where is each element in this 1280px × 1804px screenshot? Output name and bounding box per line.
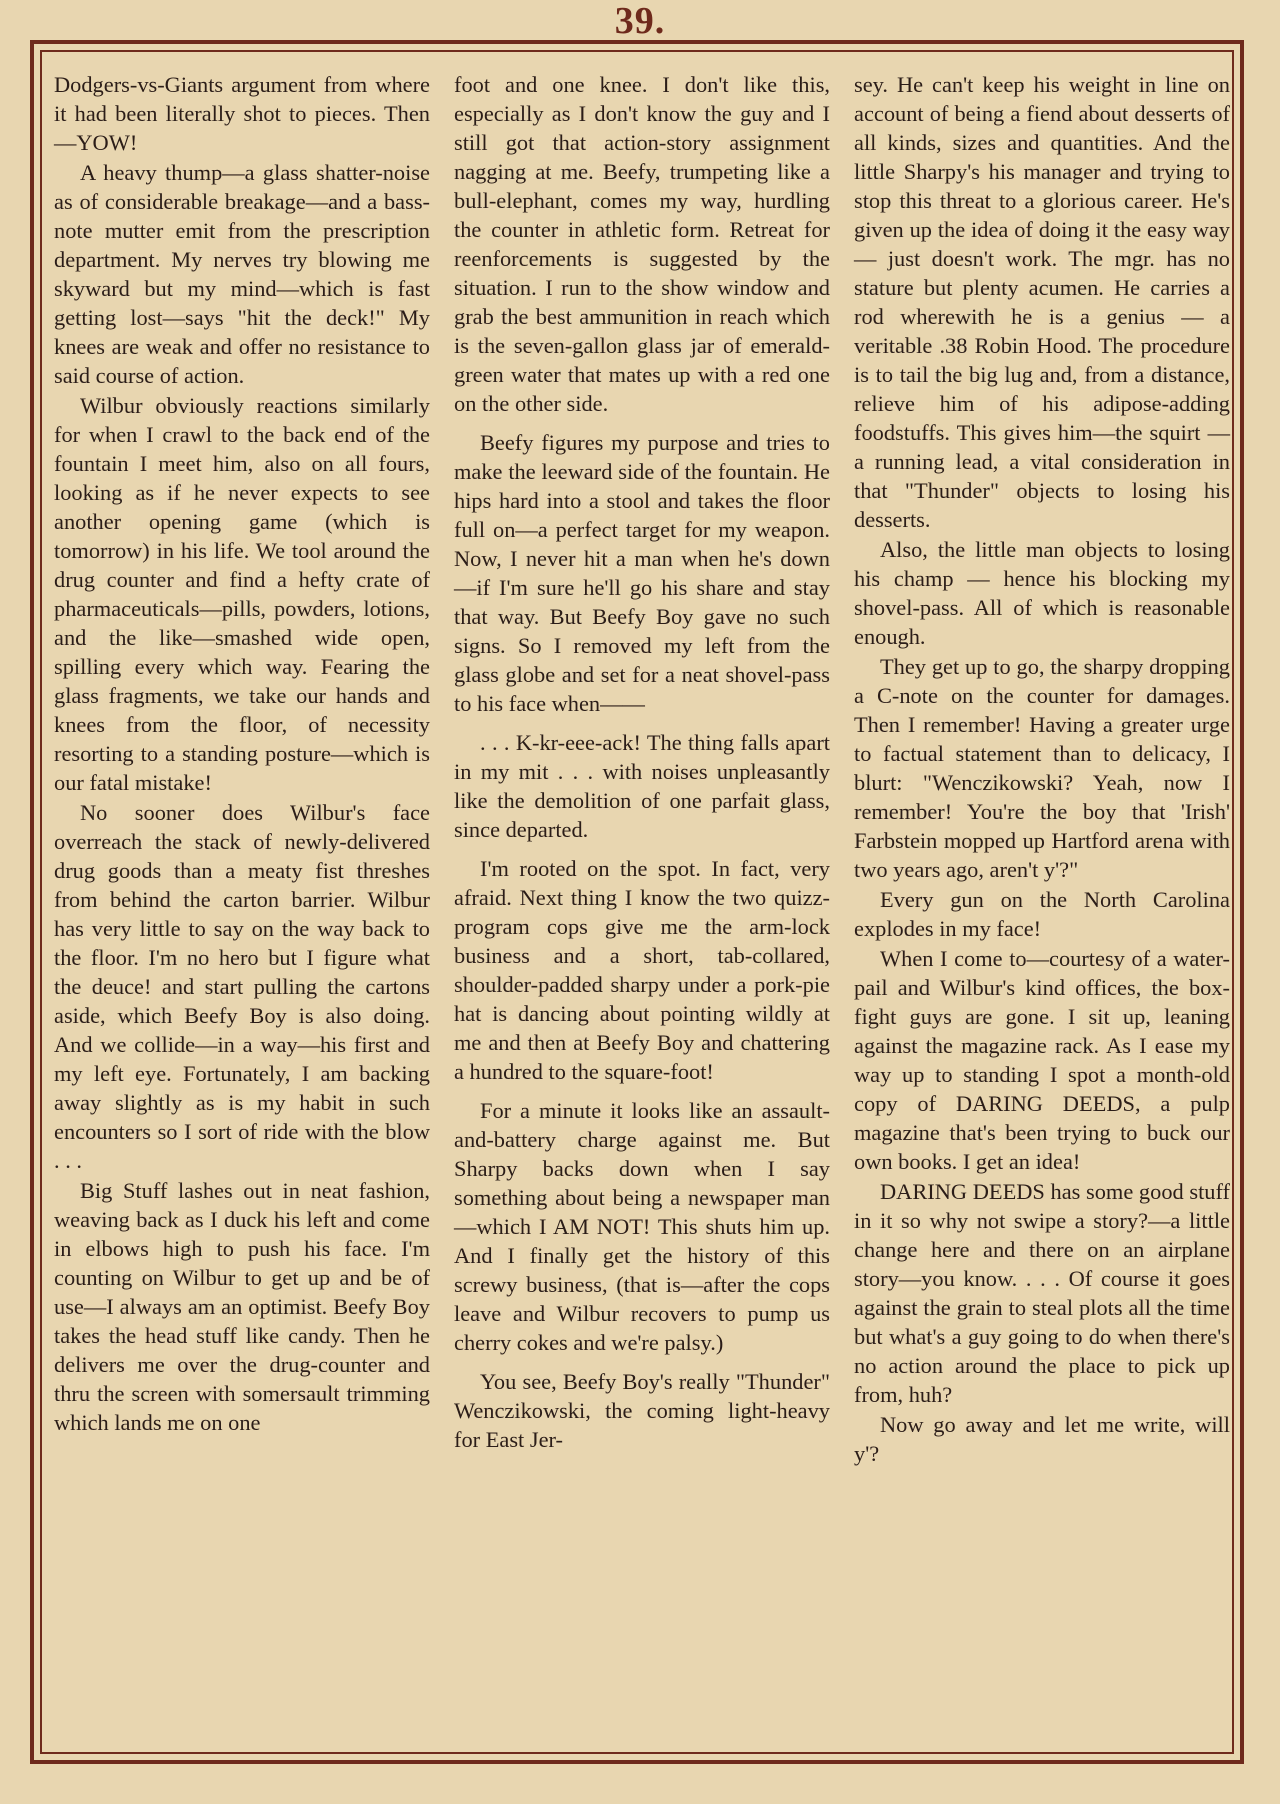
text-column-2 — [454, 70, 830, 1454]
paragraph: When I come to—courtesy of a water-pail and Wilbur's kind offices, the box-fight guys are gone. I sit up, leaning against the magazine rack. As I ease my way up to standing I spot a month-old copy of DARING DEEDS, a pulp magazine that's been trying to buck our own books. I get an idea! — [854, 946, 1230, 1174]
paragraph: . . . K-kr-eee-ack! The thing falls apart in my mit . . . with noises unpleasantly like the demolition of one parfait glass, since departed. — [454, 730, 830, 842]
paragraph: Dodgers-vs-Giants argument from where it had been literally shot to pieces. Then—YOW! — [54, 72, 430, 155]
paragraph: Big Stuff lashes out in neat fashion, weaving back as I duck his left and come in elbows high to push his face. I'm counting on Wilbur to get up and be of use—I always am an optimist. Beefy Boy takes the head stuff like candy. Then he delivers me over the drug-counter and thru the screen with somersault trimming which lands me on one — [54, 1178, 430, 1435]
paragraph: DARING DEEDS has some good stuff in it so why not swipe a story?—a little change here and there on an airplane story—you know. . . . Of course it goes against the grain to steal plots all the time but what's a guy going to do when there's no action around the place to pick up from, huh? — [854, 1179, 1230, 1407]
paragraph: A heavy thump—a glass shatter-noise as of considerable breakage—and a bass-note mutter emit from the prescription department. My nerves try blowing me skyward but my mind—which is fast getting lost—says "hit the deck!" My knees are weak and offer no resistance to said course of action. — [54, 160, 430, 388]
page-number: 39. — [614, 0, 666, 42]
paragraph: No sooner does Wilbur's face overreach the stack of newly-delivered drug goods than a meaty fist threshes from behind the carton barrier. Wilbur has very little to say on the way back to the floor. I'm no hero but I figure what the deuce! and start pulling the cartons aside, which Beefy Boy is also doing. And we collide—in a way—his first and my left eye. Fortunately, I am backing away slightly as is my habit in such encounters so I sort of ride with the blow . . . — [54, 800, 430, 1173]
page-frame — [30, 40, 1244, 1764]
paragraph: Beefy figures my purpose and tries to make the leeward side of the fountain. He hips hard into a stool and takes the floor full on—a perfect target for my weapon. Now, I never hit a man when he's down—if I'm sure he'll go his share and stay that way. But Beefy Boy gave no such signs. So I removed my left from the glass globe and set for a neat shovel-pass to his face when—— — [454, 430, 830, 716]
text-column-3 — [854, 70, 1230, 1468]
paragraph: foot and one knee. I don't like this, especially as I don't know the guy and I still got that action-story assignment nagging at me. Beefy, trumpeting like a bull-elephant, comes my way, hurdling the counter in athletic form. Retreat for reenforcements is suggested by the situation. I run to the show window and grab the best ammunition in reach which is the seven-gallon glass jar of emerald-green water that mates up with a red one on the other side. — [454, 72, 830, 416]
paragraph: Now go away and let me write, will y'? — [854, 1412, 1230, 1466]
paragraph: Wilbur obviously reactions similarly for when I crawl to the back end of the fountain I meet him, also on all fours, looking as if he never expects to see another opening game (which is tomorrow) in his life. We tool around the drug counter and find a hefty crate of pharmaceuticals—pills, powders, lotions, and the like—smashed wide open, spilling every which way. Fearing the glass fragments, we take our hands and knees from the floor, of necessity resorting to a standing posture—which is our fatal mistake! — [54, 393, 430, 795]
paragraph: They get up to go, the sharpy dropping a C-note on the counter for damages. Then I remember! Having a greater urge to factual statement than to delicacy, I blurt: "Wenczikowski? Yeah, now I remember! You're the boy that 'Irish' Farbstein mopped up Hartford arena with two years ago, aren't y'?" — [854, 654, 1230, 882]
paragraph: Also, the little man objects to losing his champ — hence his blocking my shovel-pass. All of which is reasonable enough. — [854, 537, 1230, 649]
paragraph: You see, Beefy Boy's really "Thunder" Wenczikowski, the coming light-heavy for East Jer- — [454, 1369, 830, 1452]
paragraph: Every gun on the North Carolina explodes in my face! — [854, 887, 1230, 941]
paragraph: For a minute it looks like an assault-and-battery charge against me. But Sharpy backs down when I say something about being a newspaper man—which I AM NOT! This shuts him up. And I finally get the history of this screwy business, (that is—after the cops leave and Wilbur recovers to pump us cherry cokes and we're palsy.) — [454, 1098, 830, 1355]
text-column-1 — [54, 70, 430, 1437]
paragraph: sey. He can't keep his weight in line on account of being a fiend about desserts of all kinds, sizes and quantities. And the little Sharpy's his manager and trying to stop this threat to a glorious career. He's given up the idea of doing it the easy way — just doesn't work. The mgr. has no stature but plenty acumen. He carries a rod wherewith he is a genius — a veritable .38 Robin Hood. The procedure is to tail the big lug and, from a distance, relieve him of his adipose-adding foodstuffs. This gives him—the squirt — a running lead, a vital consideration in that "Thunder" objects to losing his desserts. — [854, 72, 1230, 532]
paragraph: I'm rooted on the spot. In fact, very afraid. Next thing I know the two quizz-program cops give me the arm-lock business and a short, tab-collared, shoulder-padded sharpy under a pork-pie hat is dancing about pointing wildly at me and then at Beefy Boy and chattering a hundred to the square-foot! — [454, 856, 830, 1084]
